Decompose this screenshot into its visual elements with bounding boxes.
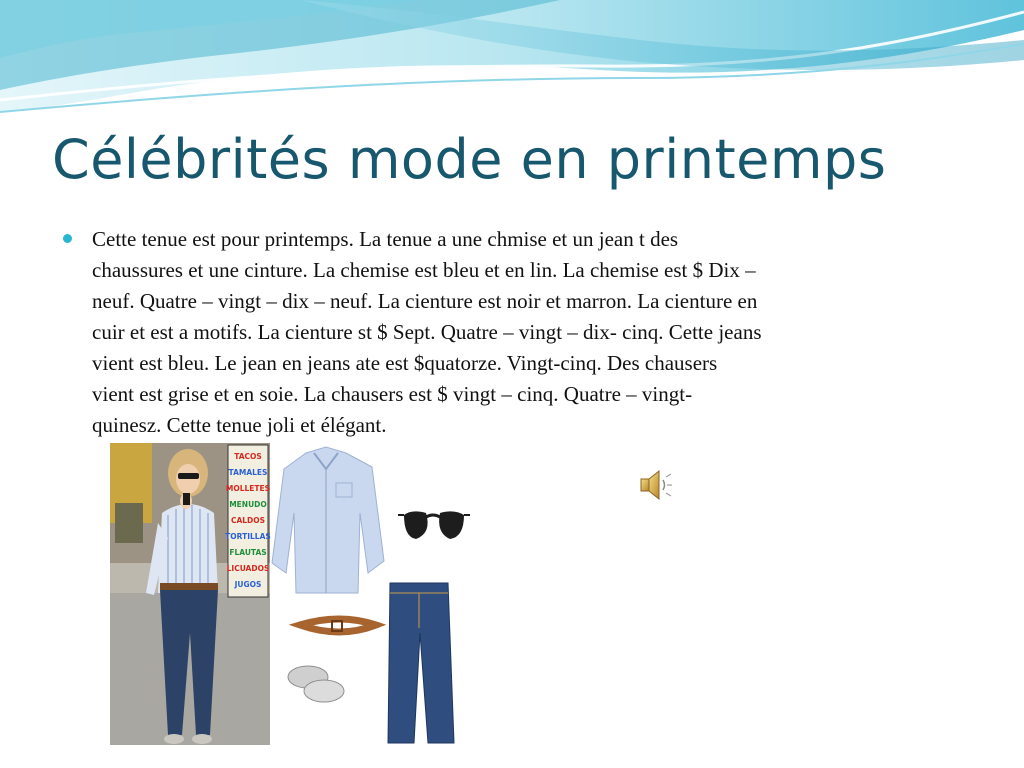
header-wave-decoration (0, 0, 1024, 120)
shirt-image (272, 447, 384, 593)
svg-text:JUGOS: JUGOS (234, 580, 262, 589)
svg-text:TACOS: TACOS (234, 452, 262, 461)
bullet-line: cuir et est a motifs. La cienture st $ Sept. Quatre – vingt – dix- cinq. Cette jeans (92, 320, 762, 344)
svg-text:TAMALES: TAMALES (228, 468, 268, 477)
bullet-line: Cette tenue est pour printemps. La tenue a une chmise et un jean t des (92, 227, 679, 251)
bullet-line: chaussures et une cinture. La chemise est bleu et en lin. La chemise est $ Dix – (92, 258, 756, 282)
svg-text:MOLLETES: MOLLETES (225, 484, 271, 493)
jeans-image (388, 583, 454, 743)
bullet-dot-icon (63, 234, 72, 243)
outfit-collage-illustration (110, 443, 493, 745)
outfit-collage-image (110, 443, 493, 745)
bullet-line: vient est bleu. Le jean en jeans ate est $quatorze. Vingt-cinq. Des chausers (92, 351, 718, 375)
svg-text:MENUDO: MENUDO (229, 500, 267, 509)
bullet-line: quinesz. Cette tenue joli et élégant. (92, 413, 387, 437)
svg-text:TORTILLAS: TORTILLAS (225, 532, 271, 541)
shoes-image (288, 666, 344, 702)
svg-text:CALDOS: CALDOS (230, 516, 266, 525)
sunglasses-image (398, 511, 470, 539)
bullet-line: neuf. Quatre – vingt – dix – neuf. La cienture est noir et marron. La cienture en (92, 289, 758, 313)
svg-text:LICUADOS: LICUADOS (226, 564, 270, 573)
shop-sign-text (225, 452, 271, 589)
slide-title: Célébrités mode en printemps (52, 128, 887, 191)
bullet-paragraph (92, 224, 964, 441)
speaker-icon[interactable] (638, 468, 674, 502)
belt-image (300, 619, 376, 632)
svg-text:FLAUTAS: FLAUTAS (229, 548, 267, 557)
bullet-line: vient est grise et en soie. La chausers est $ vingt – cinq. Quatre – vingt- (92, 382, 693, 406)
celebrity-photo (110, 443, 271, 745)
